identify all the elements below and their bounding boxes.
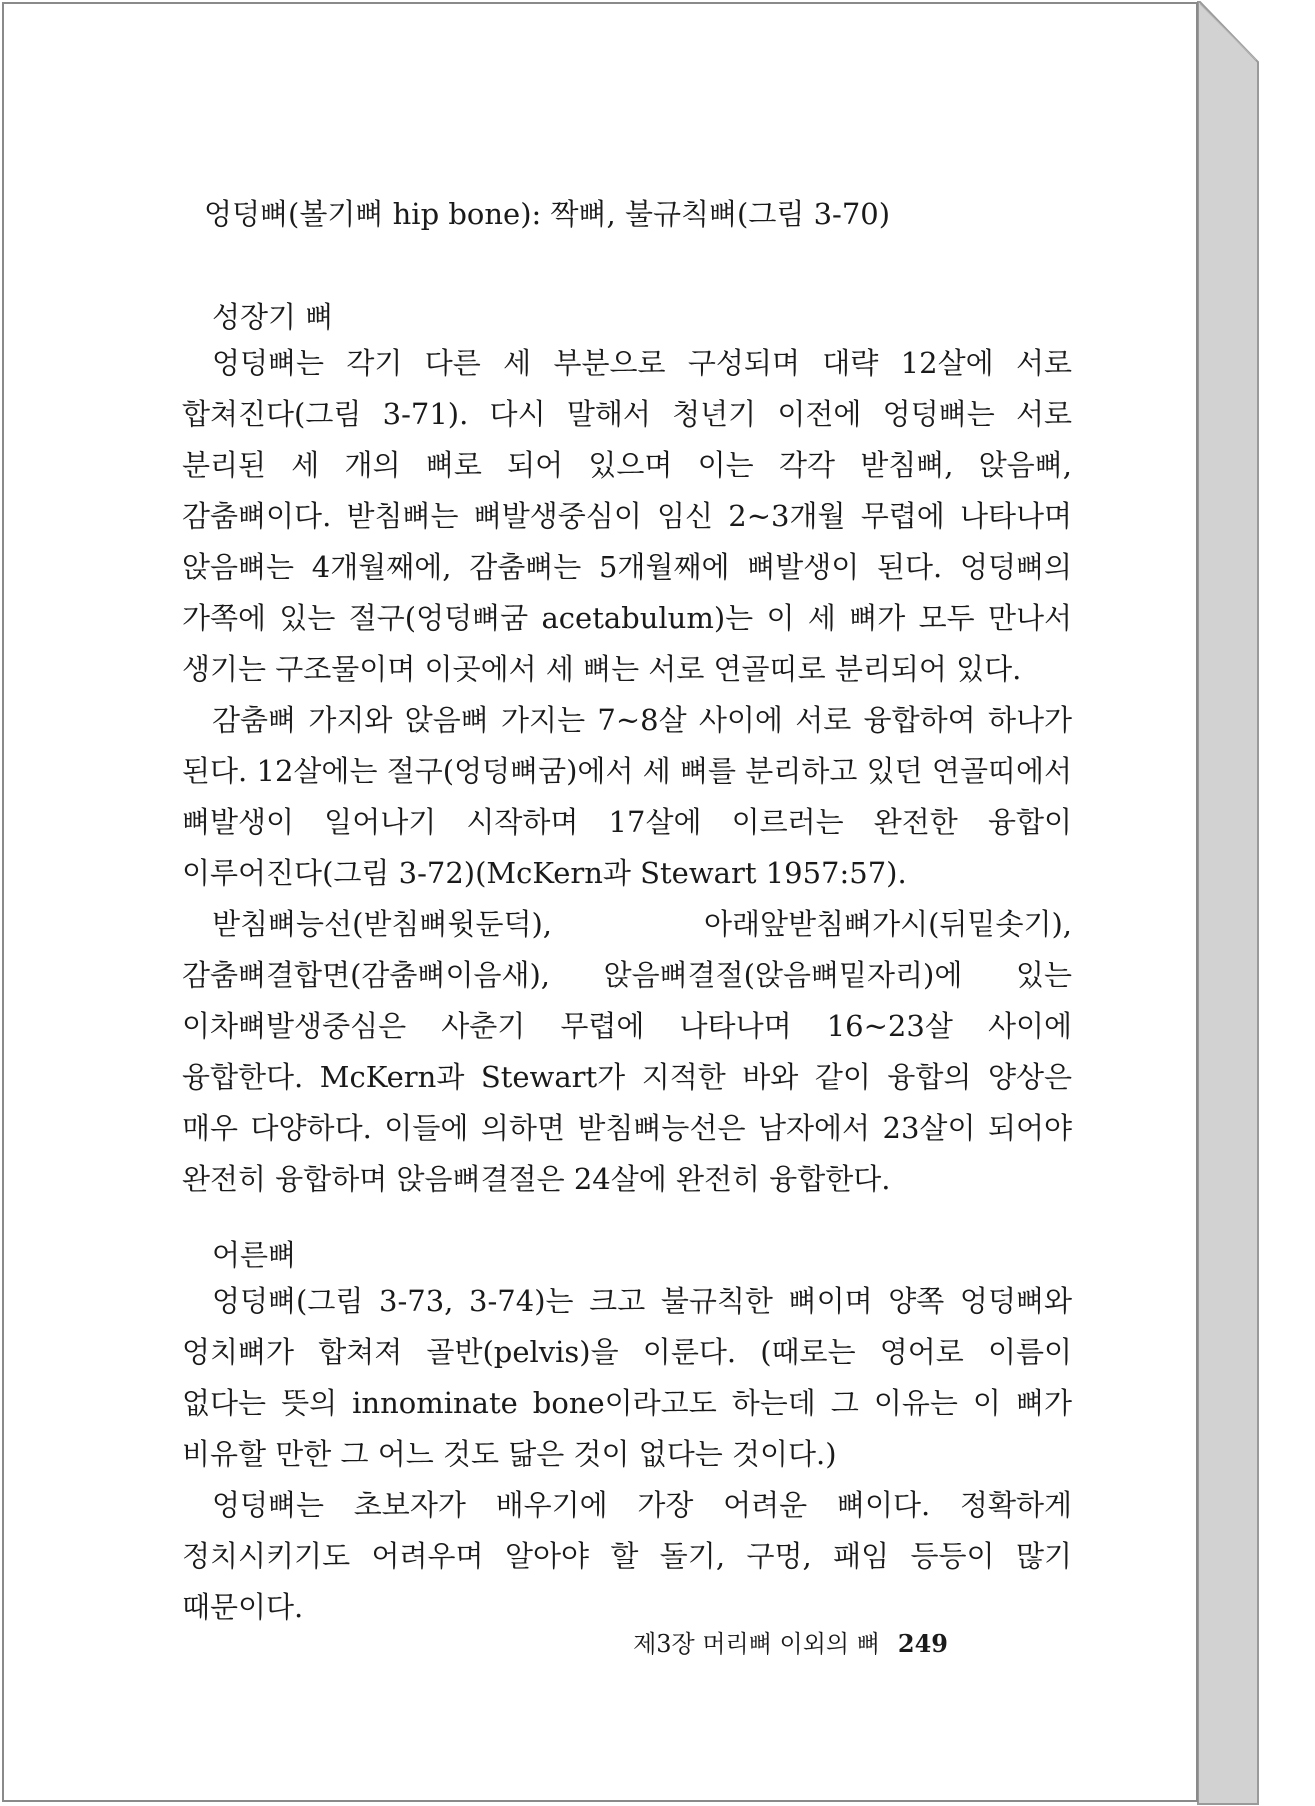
paragraph: 엉덩뼈는 초보자가 배우기에 가장 어려운 뼈이다. 정확하게 정치시키기도 어려우며 알아야 할 돌기, 구멍, 패임 등등이 많기 때문이다. — [182, 1488, 1072, 1624]
paragraph: 감춤뼈 가지와 앉음뼈 가지는 7~8살 사이에 서로 융합하여 하나가 된다. 12살에는 절구(엉덩뼈굼)에서 세 뼈를 분리하고 있던 연골띠에서 뼈발생이 일어나기 시작하며 17살에 이르러는 완전한 융합이 이루어진다(그림 3-72)(McKern과 Stewart 1957:57). — [182, 703, 1072, 890]
section-heading-adult-bone: 어른뼈 — [212, 1238, 297, 1272]
paragraph: 엉덩뼈(그림 3-73, 3-74)는 크고 불규칙한 뼈이며 양쪽 엉덩뼈와 엉치뼈가 합쳐져 골반(pelvis)을 이룬다. (때로는 영어로 이름이 없다는 뜻의 innominate bone이라고도 하는데 그 이유는 이 뼈가 비유할 만한 그 어느 것도 닮은 것이 없다는 것이다.) — [182, 1284, 1072, 1471]
page-footer — [633, 1628, 948, 1660]
paragraph: 엉덩뼈는 각기 다른 세 부분으로 구성되며 대략 12살에 서로 합쳐진다(그림 3-71). 다시 말해서 청년기 이전에 엉덩뼈는 서로 분리된 세 개의 뼈로 되어 있으며 이는 각각 받침뼈, 앉음뼈, 감춤뼈이다. 받침뼈는 뼈발생중심이 임신 2~3개월 무렵에 나타나며 앉음뼈는 4개월째에, 감춤뼈는 5개월째에 뼈발생이 된다. 엉덩뼈의 가쪽에 있는 절구(엉덩뼈굼 acetabulum)는 이 세 뼈가 모두 만나서 생기는 구조물이며 이곳에서 세 뼈는 서로 연골띠로 분리되어 있다. — [182, 346, 1072, 686]
document-page — [2, 2, 1198, 1802]
chapter-title: 제3장 머리뼈 이외의 뼈 — [633, 1630, 880, 1658]
section-heading-growing-bone: 성장기 뼈 — [212, 300, 334, 334]
page-title: 엉덩뼈(볼기뼈 hip bone): 짝뼈, 불규칙뼈(그림 3-70) — [204, 197, 891, 231]
page-number: 249 — [897, 1629, 948, 1658]
paragraph: 받침뼈능선(받침뼈윗둔덕), 아래앞받침뼈가시(뒤밑솟기), 감춤뼈결합면(감춤뼈이음새), 앉음뼈결절(앉음뼈밑자리)에 있는 이차뼈발생중심은 사춘기 무렵에 나타나며 16~23살 사이에 융합한다. McKern과 Stewart가 지적한 바와 같이 융합의 양상은 매우 다양하다. 이들에 의하면 받침뼈능선은 남자에서 23살이 되어야 완전히 융합하며 앉음뼈결절은 24살에 완전히 융합한다. — [182, 907, 1072, 1196]
